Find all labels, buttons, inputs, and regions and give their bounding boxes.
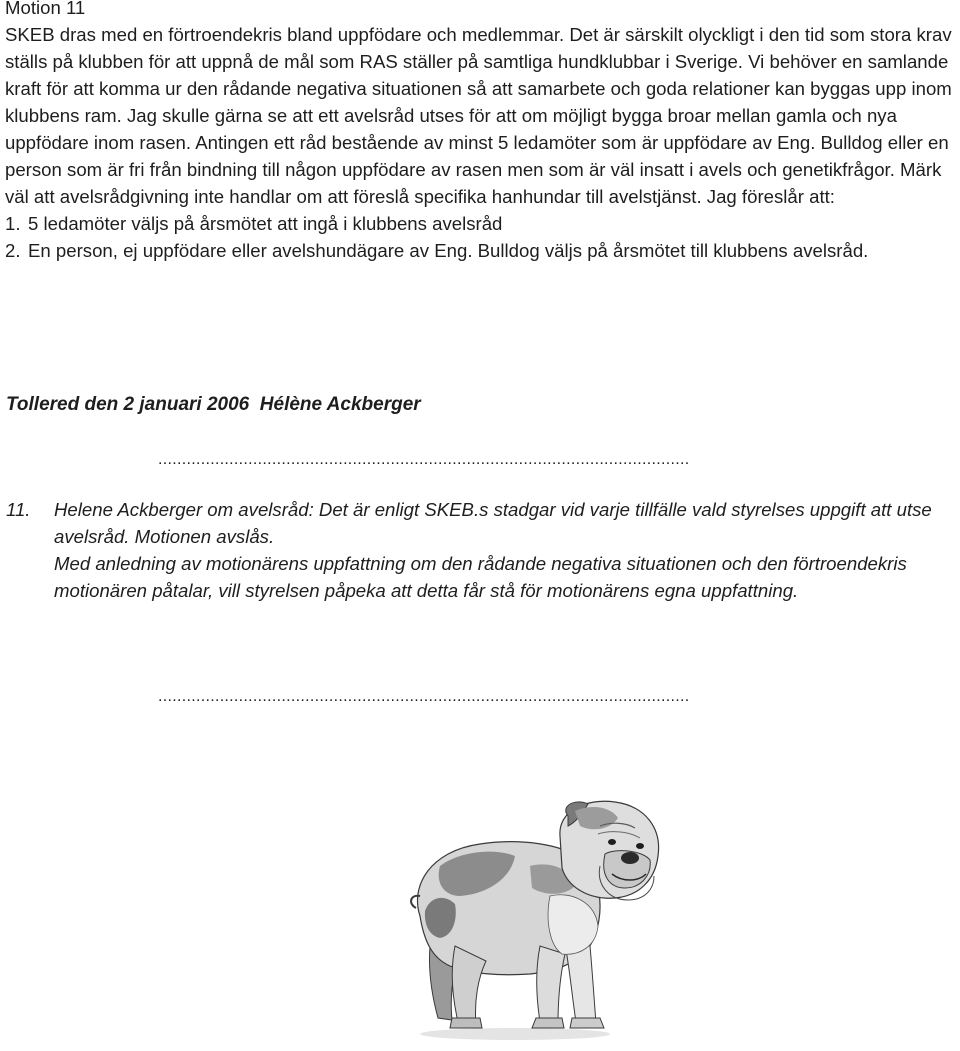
dog-nose xyxy=(621,852,639,864)
front-leg-near xyxy=(565,944,596,1024)
response-decision: Helene Ackberger om avelsråd: Det är enligt SKEB.s stadgar vid varje tillfälle vald styrelses uppgift att utse avelsråd. Motionen avslås. xyxy=(54,499,932,547)
hind-paw xyxy=(450,1018,482,1028)
motion-section xyxy=(5,0,955,264)
response-number: 11. xyxy=(6,499,31,520)
proposal-item xyxy=(5,210,955,237)
front-paw-far xyxy=(532,1018,564,1028)
eye-right xyxy=(636,843,644,849)
front-paw-near xyxy=(570,1018,604,1028)
board-response xyxy=(6,496,946,604)
signature-line: Tollered den 2 januari 2006 Hélène Ackberger xyxy=(6,394,421,415)
proposal-item-number: 1. xyxy=(5,213,21,234)
response-comment: Med anledning av motionärens uppfattning om den rådande negativa situationen och den förtroendekris motionären påtalar, vill styrelsen påpeka att detta får stå för motionärens egna uppfattning. xyxy=(54,553,907,601)
proposal-item xyxy=(5,237,955,264)
dotted-separator: ................................................................................................................ xyxy=(158,688,690,705)
motion-heading: Motion 11 xyxy=(5,0,86,18)
proposal-item-text: 5 ledamöter väljs på årsmötet att ingå i klubbens avelsråd xyxy=(28,213,503,234)
eye-left xyxy=(608,839,616,845)
front-leg-far xyxy=(537,946,565,1024)
proposal-item-text: En person, ej uppfödare eller avelshundägare av Eng. Bulldog väljs på årsmötet till klubbens avelsråd. xyxy=(28,240,869,261)
motion-body: SKEB dras med en förtroendekris bland uppfödare och medlemmar. Det är särskilt olyckligt i den tid som stora krav ställs på klubben för att uppnå de mål som RAS ställer på samtliga hundklubbar i Sverige. Vi behöver en samlande kraft för att komma ur den rådande negativa situationen så att samarbete och goda relationer kan byggas upp inom klubbens ram. Jag skulle gärna se att ett avelsråd utses för att om möjligt bygga broar mellan gamla och nya uppfödare inom rasen. Antingen ett råd bestående av minst 5 ledamöter som är uppfödare av Eng. Bulldog eller en person som är fri från bindning till någon uppfödare av rasen men som är väl insatt i avels och genetikfrågor. Märk väl att avelsrådgivning inte handlar om att föreslå specifika hanhundar till avelstjänst. Jag föreslår att: xyxy=(5,24,952,207)
ground-shadow xyxy=(420,1028,610,1040)
bulldog-illustration xyxy=(400,796,665,1046)
proposal-item-number: 2. xyxy=(5,240,21,261)
dotted-separator: ................................................................................................................ xyxy=(158,451,690,468)
